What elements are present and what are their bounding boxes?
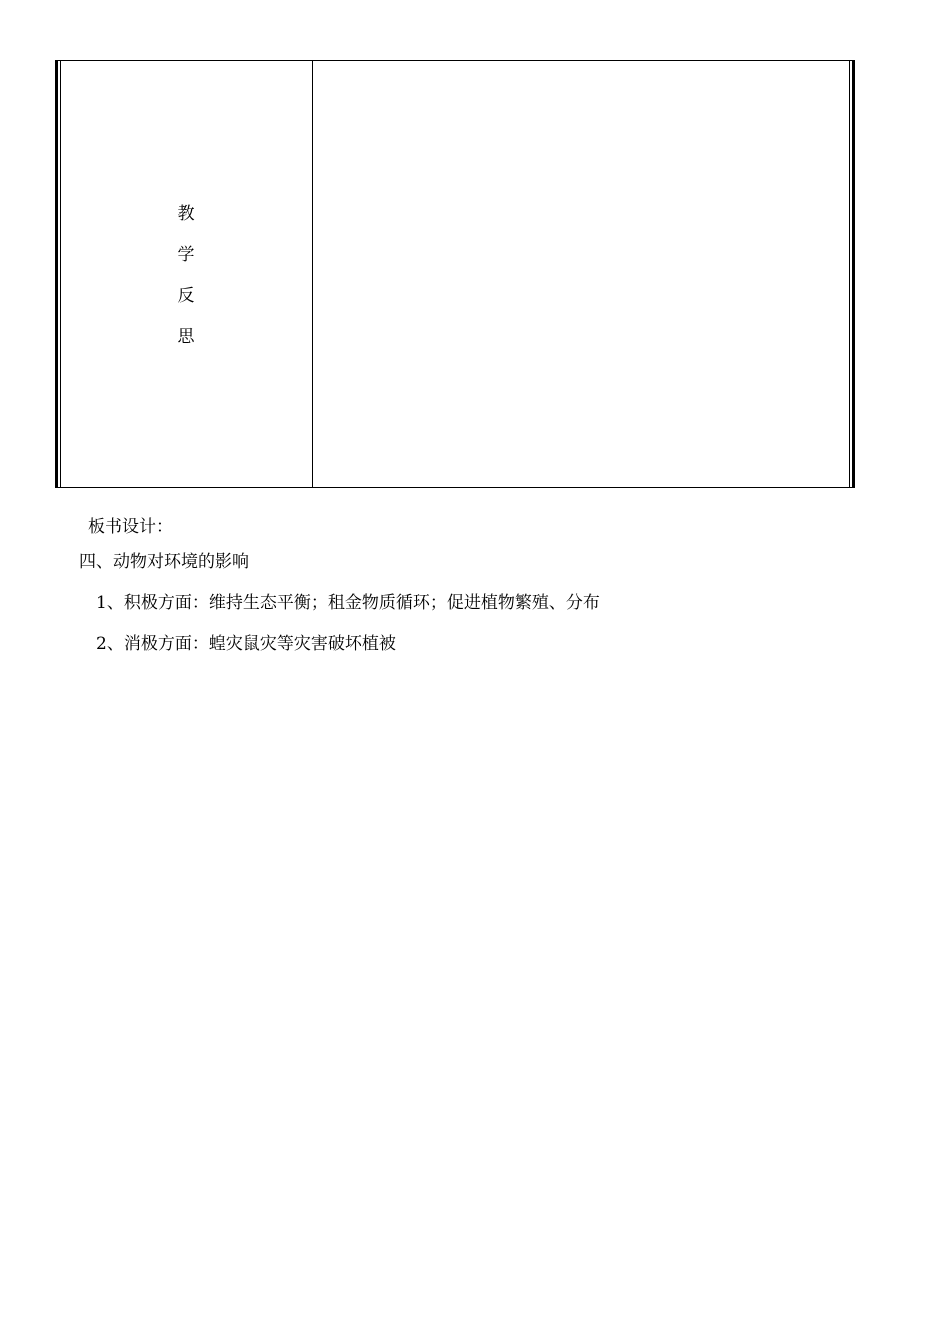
reflection-label — [175, 194, 197, 358]
teaching-reflection-table — [55, 60, 855, 488]
section-heading: 四、动物对环境的影响 — [79, 552, 249, 572]
table-right-double-border — [852, 60, 855, 488]
negative-impact-point: 2、消极方面：蝗灾鼠灾等灾害破坏植被 — [96, 634, 396, 654]
reflection-label-char: 学 — [177, 245, 195, 265]
table-right-inner-border — [849, 60, 850, 488]
reflection-label-char: 反 — [177, 286, 195, 306]
reflection-label-char: 思 — [177, 327, 195, 347]
board-design-title: 板书设计： — [88, 517, 173, 537]
table-left-double-border — [55, 60, 58, 488]
reflection-label-char: 教 — [177, 204, 195, 224]
positive-impact-point: 1、积极方面：维持生态平衡；租金物质循环；促进植物繁殖、分布 — [96, 593, 600, 613]
reflection-content-cell — [313, 61, 846, 487]
reflection-label-cell — [61, 60, 312, 488]
